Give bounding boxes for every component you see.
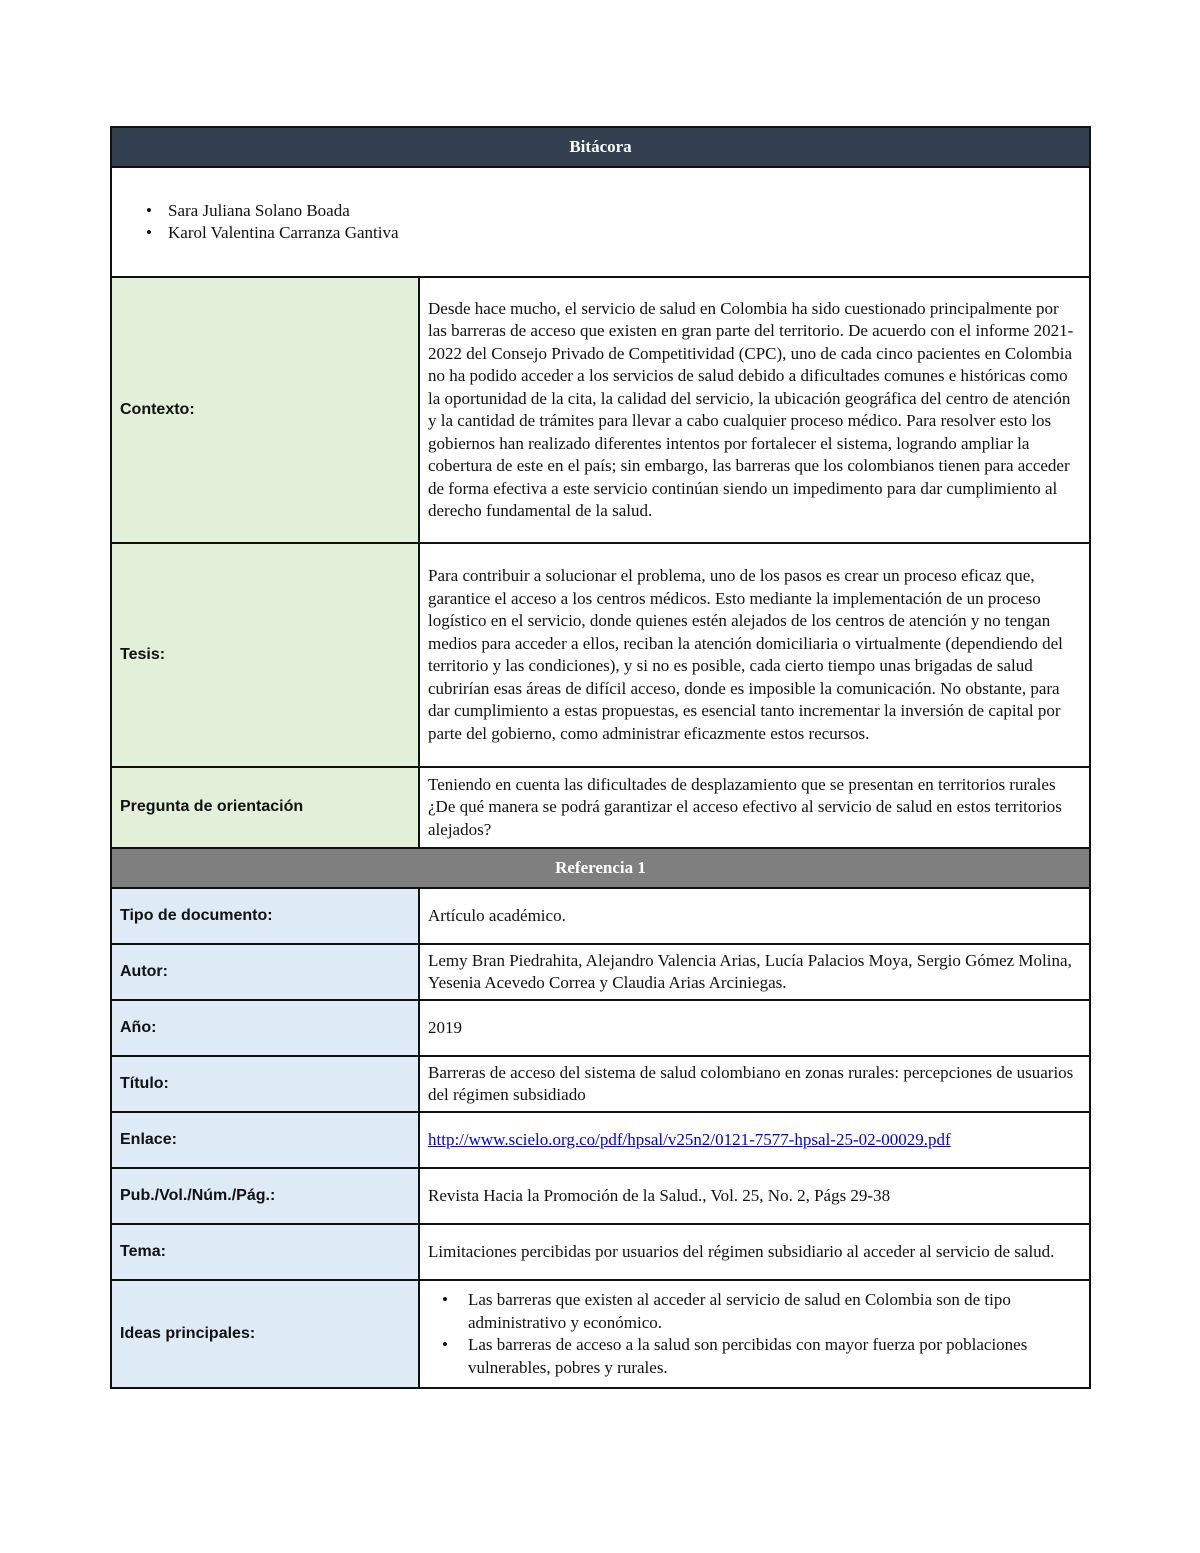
bullet-icon: • [442,1335,448,1354]
idea-item [442,1334,1081,1379]
pub-value: Revista Hacia la Promoción de la Salud., Vol. 25, No. 2, Págs 29-38 [419,1168,1090,1224]
author-item [146,222,1081,245]
bitacora-header: Bitácora [111,127,1090,167]
author-name: Karol Valentina Carranza Gantiva [168,223,399,242]
authors-list [120,200,1081,245]
autor-label: Autor: [111,944,419,1000]
pregunta-label: Pregunta de orientación [111,767,419,848]
ideas-label: Ideas principales: [111,1280,419,1388]
author-name: Sara Juliana Solano Boada [168,200,350,220]
tesis-text: Para contribuir a solucionar el problema, uno de los pasos es crear un proceso eficaz que, garantice el acceso a los centros médicos. Esto mediante la implementación de un proceso logístico en el servicio, donde quienes estén alejados de los centros de atención y no tengan medios para acceder a ellos, reciban la atención domiciliaria o virtualmente (dependiendo del territorio y las condiciones), y si no es posible, cada cierto tiempo unas brigadas de salud cubrirían esas áreas de difícil acceso, donde es imposible la comunicación. No obstante, para dar cumplimiento a estas propuestas, es esencial tanto incrementar la inversión de capital por parte del gobierno, como administrar eficazmente estos recursos. [419,543,1090,767]
enlace-cell [419,1112,1090,1168]
enlace-link[interactable]: http://www.scielo.org.co/pdf/hpsal/v25n2/0121-7577-hpsal-25-02-00029.pdf [428,1129,951,1149]
tipo-label: Tipo de documento: [111,888,419,944]
idea-text: Las barreras que existen al acceder al servicio de salud en Colombia son de tipo administrativo y económico. [468,1290,1011,1332]
tesis-label: Tesis: [111,543,419,767]
idea-item [442,1289,1081,1334]
anio-label: Año: [111,1000,419,1056]
author-item [146,200,1081,223]
referencia-header: Referencia 1 [111,848,1090,888]
ideas-list [428,1289,1081,1379]
tipo-value: Artículo académico. [419,888,1090,944]
pub-label: Pub./Vol./Núm./Pág.: [111,1168,419,1224]
autor-value: Lemy Bran Piedrahita, Alejandro Valencia Arias, Lucía Palacios Moya, Sergio Gómez Molina, Yesenia Acevedo Correa y Claudia Arias Arciniegas. [419,944,1090,1000]
bitacora-table [110,126,1091,1389]
titulo-label: Título: [111,1056,419,1112]
pregunta-text: Teniendo en cuenta las dificultades de desplazamiento que se presentan en territorios rurales ¿De qué manera se podrá garantizar el acceso efectivo al servicio de salud en estos territorios alejados? [419,767,1090,848]
idea-text: Las barreras de acceso a la salud son percibidas con mayor fuerza por poblaciones vulnerables, pobres y rurales. [468,1335,1028,1377]
enlace-label: Enlace: [111,1112,419,1168]
tema-value: Limitaciones percibidas por usuarios del régimen subsidiario al acceder al servicio de salud. [419,1224,1090,1280]
bullet-icon: • [146,223,152,242]
anio-value: 2019 [419,1000,1090,1056]
authors-cell [111,167,1090,277]
bullet-icon: • [442,1290,448,1309]
bullet-icon: • [146,200,152,220]
titulo-value: Barreras de acceso del sistema de salud colombiano en zonas rurales: percepciones de usuarios del régimen subsidiado [419,1056,1090,1112]
tema-label: Tema: [111,1224,419,1280]
contexto-text: Desde hace mucho, el servicio de salud en Colombia ha sido cuestionado principalmente por las barreras de acceso que existen en gran parte del territorio. De acuerdo con el informe 2021-2022 del Consejo Privado de Competitividad (CPC), uno de cada cinco pacientes en Colombia no ha podido acceder a los servicios de salud debido a dificultades comunes e históricas como la oportunidad de la cita, la calidad del servicio, la ubicación geográfica del centro de atención y la cantidad de trámites para llevar a cabo cualquier proceso médico. Para resolver esto los gobiernos han realizado diferentes intentos por fortalecer el sistema, logrando ampliar la cobertura de este en el país; sin embargo, las barreras que los colombianos tienen para acceder de forma efectiva a este servicio continúan siendo un impedimento para dar cumplimiento al derecho fundamental de la salud. [419,277,1090,543]
ideas-cell [419,1280,1090,1388]
contexto-label: Contexto: [111,277,419,543]
